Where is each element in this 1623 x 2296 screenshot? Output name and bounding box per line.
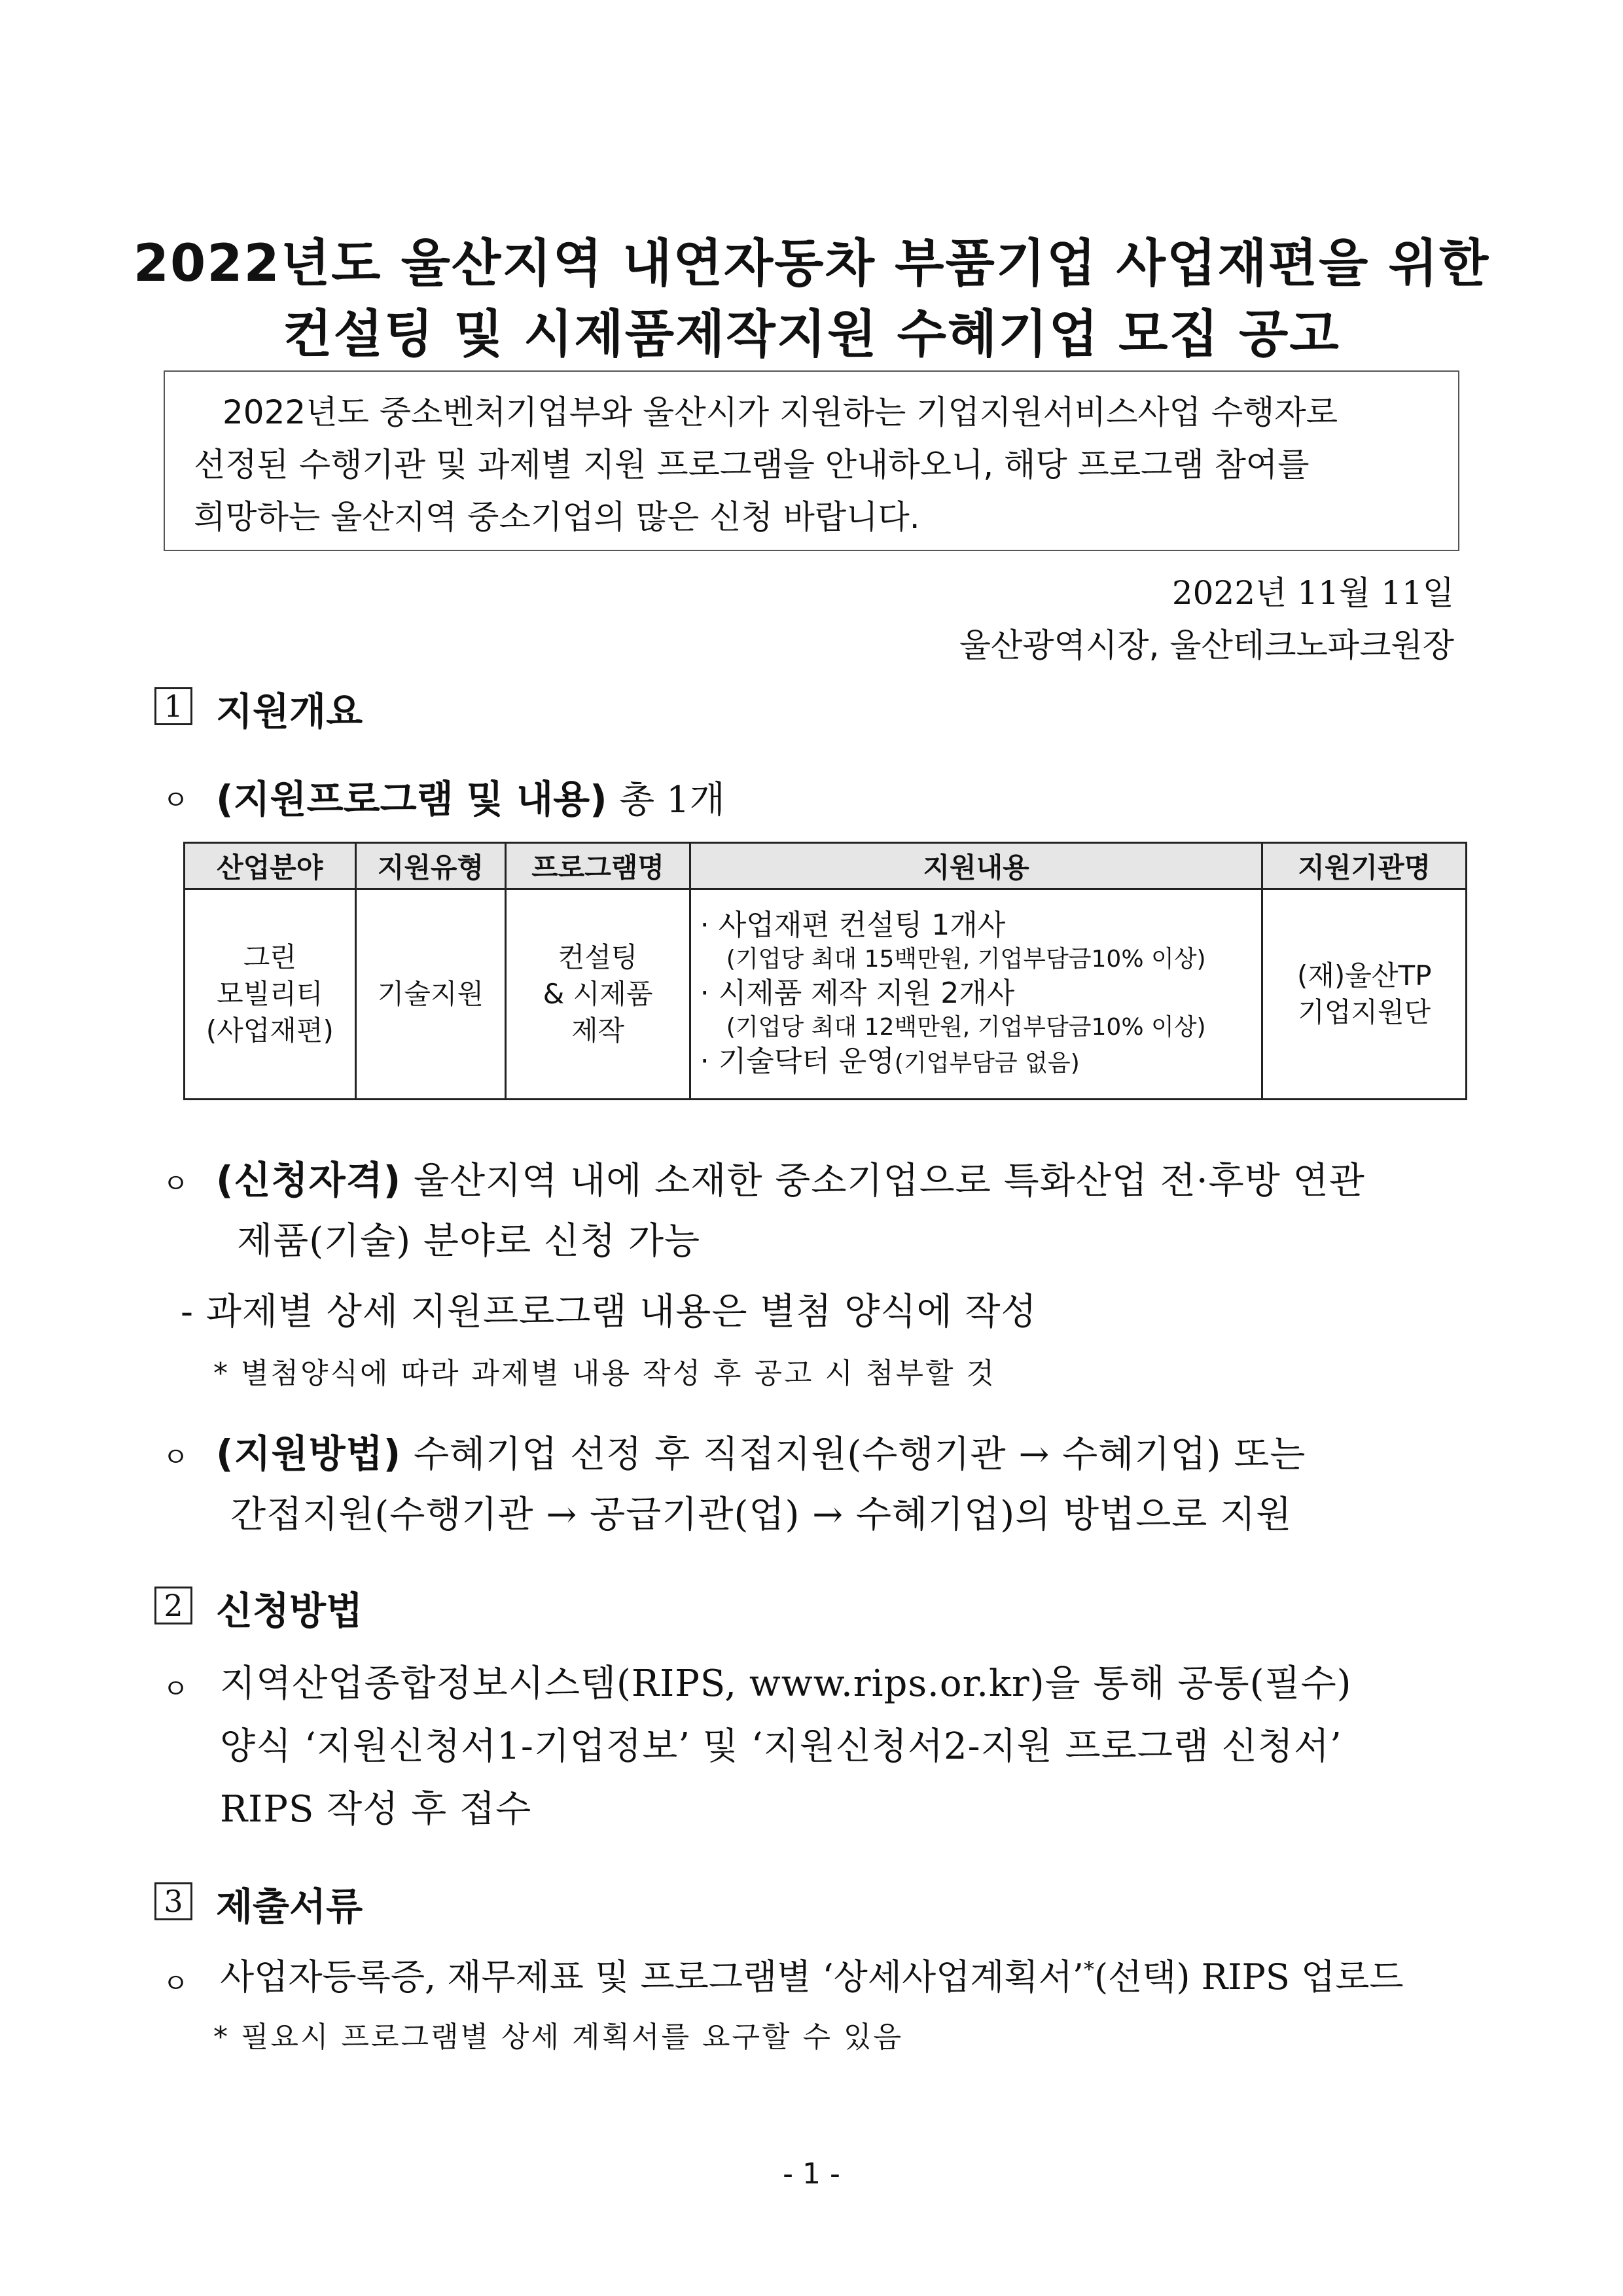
method-label: (지원방법) (216, 1431, 402, 1476)
program-count: 총 1개 (619, 779, 725, 821)
table-row (185, 889, 1467, 1100)
content-item-1-detail: (기업당 최대 15백만원, 기업부담금10% 이상) (726, 945, 1206, 973)
announcement-date: 2022년 11월 11일 (1171, 574, 1454, 612)
header-type: 지원유형 (355, 843, 506, 889)
section-3-line-1: 사업자등록증, 재무제표 및 프로그램별 ‘상세사업계획서’*(선택) RIPS 업로드 (220, 1956, 1404, 1998)
content-item-2: · 시제품 제작 지원 2개사 (700, 976, 1015, 1010)
section-1-title: 지원개요 (216, 689, 363, 734)
eligibility-label: (신청자격) (216, 1158, 402, 1202)
header-field: 산업분야 (185, 843, 356, 889)
header-program: 프로그램명 (506, 843, 690, 889)
eligibility-line-2: 제품(기술) 분야로 신청 가능 (237, 1220, 701, 1263)
section-2-line-1: 지역산업종합정보시스템(RIPS, www.rips.or.kr)을 통해 공통(필수) (220, 1662, 1352, 1705)
issuer: 울산광역시장, 울산테크노파크원장 (959, 626, 1454, 664)
eligibility-dash-item: - 과제별 상세 지원프로그램 내용은 별첨 양식에 작성 (181, 1291, 1037, 1333)
section-2-title: 신청방법 (216, 1588, 363, 1633)
eligibility-line-1: (신청자격) 울산지역 내에 소재한 중소기업으로 특화산업 전·후방 연관 (216, 1158, 1365, 1202)
section-2-line-2: 양식 ‘지원신청서1-기업정보’ 및 ‘지원신청서2-지원 프로그램 신청서’ (220, 1725, 1342, 1768)
content-item-2-detail: (기업당 최대 12백만원, 기업부담금10% 이상) (726, 1013, 1206, 1041)
section-2-number: 2 (154, 1587, 192, 1624)
cell-type: 기술지원 (355, 889, 506, 1100)
program-label: (지원프로그램 및 내용) (216, 777, 607, 821)
section-3-number: 3 (154, 1882, 192, 1920)
bullet-icon: ㅇ (162, 1168, 189, 1200)
header-agency: 지원기관명 (1262, 843, 1467, 889)
section-2-line-3: RIPS 작성 후 접수 (220, 1788, 532, 1831)
section-3-note: * 필요시 프로그램별 상세 계획서를 요구할 수 있음 (213, 2020, 903, 2054)
program-heading (216, 768, 725, 823)
eligibility-note: * 별첨양식에 따라 과제별 내용 작성 후 공고 시 첨부할 것 (213, 1357, 996, 1390)
content-item-3: · 기술닥터 운영(기업부담금 없음) (700, 1044, 1080, 1078)
table-header-row (185, 843, 1467, 889)
bullet-icon: ㅇ (162, 1673, 189, 1705)
cell-program: 컨설팅 & 시제품 제작 (506, 889, 690, 1100)
header-content: 지원내용 (690, 843, 1262, 889)
content-item-3-detail: (기업부담금 없음) (894, 1049, 1080, 1077)
title-line-1: 2022년도 울산지역 내연자동차 부품기업 사업재편을 위한 (133, 234, 1490, 293)
notice-line-1: 2022년도 중소벤처기업부와 울산시가 지원하는 기업지원서비스사업 수행자로 (223, 393, 1338, 431)
cell-agency: (재)울산TP 기업지원단 (1262, 889, 1467, 1100)
section-3-title: 제출서류 (216, 1884, 363, 1929)
notice-line-2: 선정된 수행기관 및 과제별 지원 프로그램을 안내하오니, 해당 프로그램 참여를 (194, 446, 1310, 484)
notice-line-3: 희망하는 울산지역 중소기업의 많은 신청 바랍니다. (194, 498, 920, 536)
cell-content (690, 889, 1262, 1100)
title-line-2: 컨설팅 및 시제품제작지원 수혜기업 모집 공고 (283, 305, 1340, 364)
page-number: - 1 - (783, 2157, 840, 2191)
bullet-icon: ㅇ (162, 1441, 189, 1473)
bullet-icon: ㅇ (162, 784, 189, 816)
method-line-2: 간접지원(수행기관 → 공급기관(업) → 수혜기업)의 방법으로 지원 (230, 1494, 1293, 1536)
content-item-1: · 사업재편 컨설팅 1개사 (700, 908, 1006, 942)
bullet-icon: ㅇ (162, 1967, 189, 2000)
cell-field: 그린 모빌리티 (사업재편) (185, 889, 356, 1100)
program-table (183, 842, 1467, 1100)
section-1-number: 1 (154, 687, 192, 725)
method-line-1: (지원방법) 수혜기업 선정 후 직접지원(수행기관 → 수혜기업) 또는 (216, 1431, 1306, 1476)
